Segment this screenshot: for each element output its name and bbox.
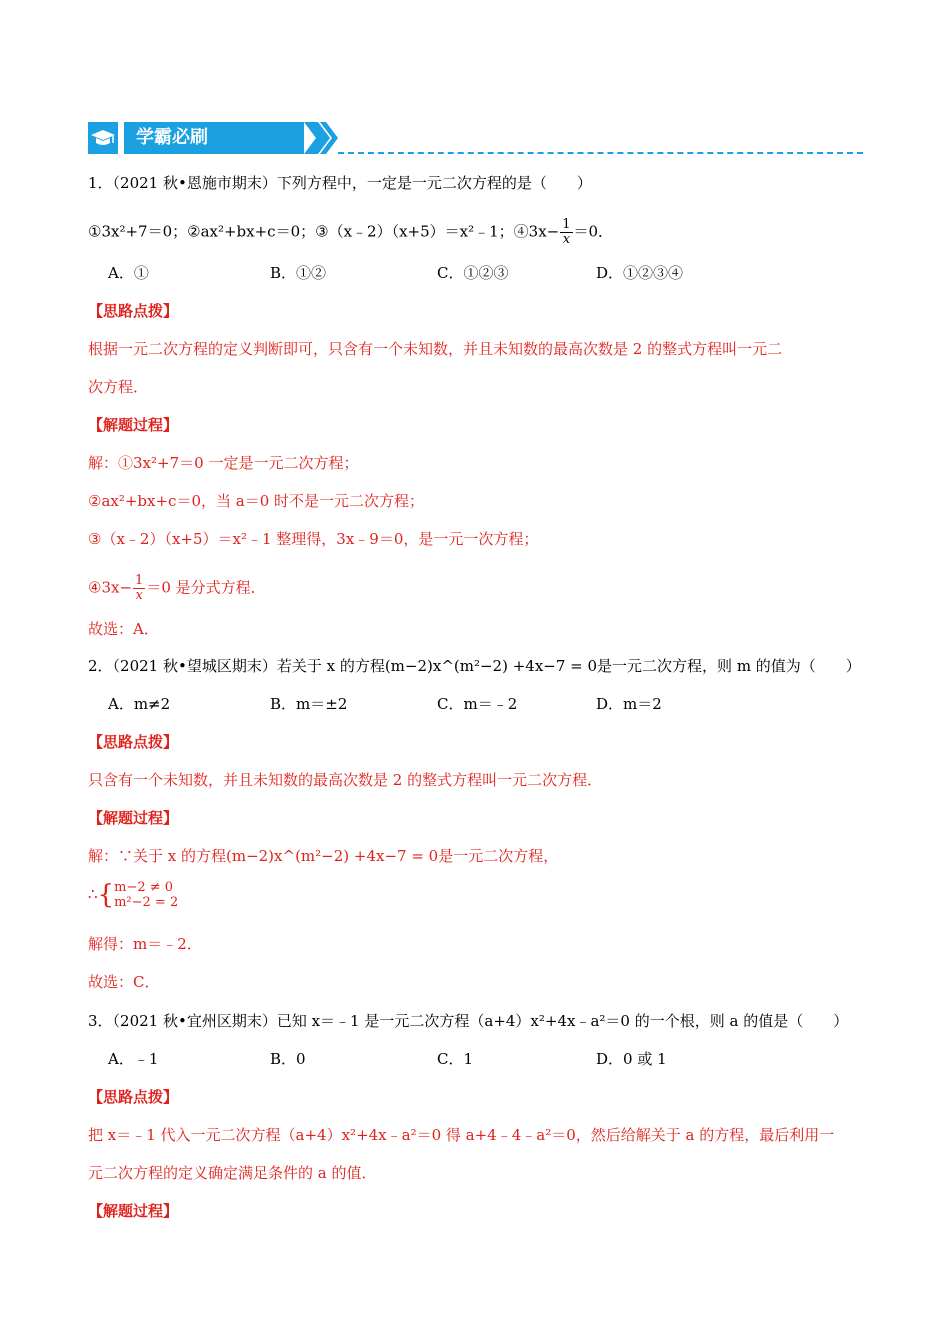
banner-divider: [338, 152, 863, 154]
q2-hint-heading: 【思路点拨】: [88, 733, 179, 751]
q1-hint-line-2: 次方程．: [88, 378, 149, 396]
q1-expr-a: ①3x²+7＝0；②ax²+bx+c＝0；③（x﹣2）（x+5）＝x²﹣1；④3x−: [88, 222, 560, 241]
q1-option-b: B．①②: [270, 264, 327, 282]
q3-hint-heading: 【思路点拨】: [88, 1088, 179, 1106]
q1-answer: 故选：A．: [88, 620, 159, 638]
q1-solution-line-2: ②ax²+bx+c＝0，当 a＝0 时不是一元二次方程；: [88, 492, 425, 510]
therefore-icon: ∴: [88, 885, 98, 903]
q1-hint-heading: 【思路点拨】: [88, 302, 179, 320]
q1-sol4-frac-den: x: [135, 588, 143, 603]
q2-option-c: C．m＝﹣2: [437, 695, 518, 713]
q3-option-b: B．0: [270, 1050, 306, 1068]
graduation-cap-icon: [88, 122, 118, 154]
q3-stem: 3．（2021 秋•宜州区期末）已知 x＝﹣1 是一元二次方程（a+4）x²+4x﹣a²＝0 的一个根，则 a 的值是（ ）: [88, 1012, 849, 1030]
q1-solution-line-3: ③（x﹣2）（x+5）＝x²﹣1 整理得，3x﹣9＝0，是一元一次方程；: [88, 530, 539, 548]
q1-fraction: [560, 218, 572, 247]
section-title: 学霸必刷: [124, 122, 304, 154]
q1-frac-num: 1: [562, 217, 571, 232]
q3-option-a: A．﹣1: [108, 1050, 159, 1068]
q1-solution-line-1: 解：①3x²+7＝0 一定是一元二次方程；: [88, 454, 359, 472]
q2-solution-line-3: 解得：m＝﹣2．: [88, 935, 202, 953]
q3-solution-heading: 【解题过程】: [88, 1202, 179, 1220]
q1-option-c: C．①②③: [437, 264, 509, 282]
q2-system-lines: [114, 880, 178, 910]
q1-solution-line-4: [88, 574, 266, 603]
q2-option-b: B．m＝±2: [270, 695, 348, 713]
q1-sol4-fraction: [133, 574, 145, 603]
q3-option-d: D．0 或 1: [596, 1050, 667, 1068]
q3-option-c: C．1: [437, 1050, 474, 1068]
q1-expr-tail: ＝0．: [573, 222, 614, 241]
q1-option-a: A．①: [108, 264, 149, 282]
q2-option-a: A．m≠2: [108, 695, 171, 713]
brace-icon: {: [97, 880, 115, 910]
q2-system-line-2: m²−2 = 2: [114, 895, 179, 910]
q1-stem: 1．（2021 秋•恩施市期末）下列方程中，一定是一元二次方程的是（ ）: [88, 174, 592, 192]
q3-hint-line-2: 元二次方程的定义确定满足条件的 a 的值．: [88, 1164, 377, 1182]
section-banner: [88, 120, 863, 156]
q1-sol4-b: ＝0 是分式方程．: [146, 578, 266, 597]
q2-answer: 故选：C．: [88, 973, 160, 991]
q1-frac-den: x: [562, 232, 571, 247]
q2-system: [88, 880, 178, 910]
q1-expressions: [88, 218, 613, 247]
q2-stem: 2．（2021 秋•望城区期末）若关于 x 的方程(m−2)x^(m²−2) +4x−7 = 0是一元二次方程，则 m 的值为（ ）: [88, 657, 861, 675]
q1-sol4-a: ④3x−: [88, 578, 133, 597]
q2-solution-line-1: 解：∵关于 x 的方程(m−2)x^(m²−2) +4x−7 = 0是一元二次方程，: [88, 847, 559, 865]
q1-solution-heading: 【解题过程】: [88, 416, 179, 434]
q2-hint-line-1: 只含有一个未知数，并且未知数的最高次数是 2 的整式方程叫一元二次方程．: [88, 771, 603, 789]
q2-solution-heading: 【解题过程】: [88, 809, 179, 827]
q1-hint-line-1: 根据一元二次方程的定义判断即可，只含有一个未知数，并且未知数的最高次数是 2 的整式方程叫一元二: [88, 340, 783, 358]
q2-option-d: D．m＝2: [596, 695, 662, 713]
chevron-right-icon: [304, 120, 348, 156]
q1-option-d: D．①②③④: [596, 264, 684, 282]
q1-sol4-frac-num: 1: [135, 573, 144, 588]
q3-hint-line-1: 把 x＝﹣1 代入一元二次方程（a+4）x²+4x﹣a²＝0 得 a+4﹣4﹣a²＝0，然后给解关于 a 的方程，最后利用一: [88, 1126, 835, 1144]
q2-system-line-1: m−2 ≠ 0: [114, 880, 174, 895]
